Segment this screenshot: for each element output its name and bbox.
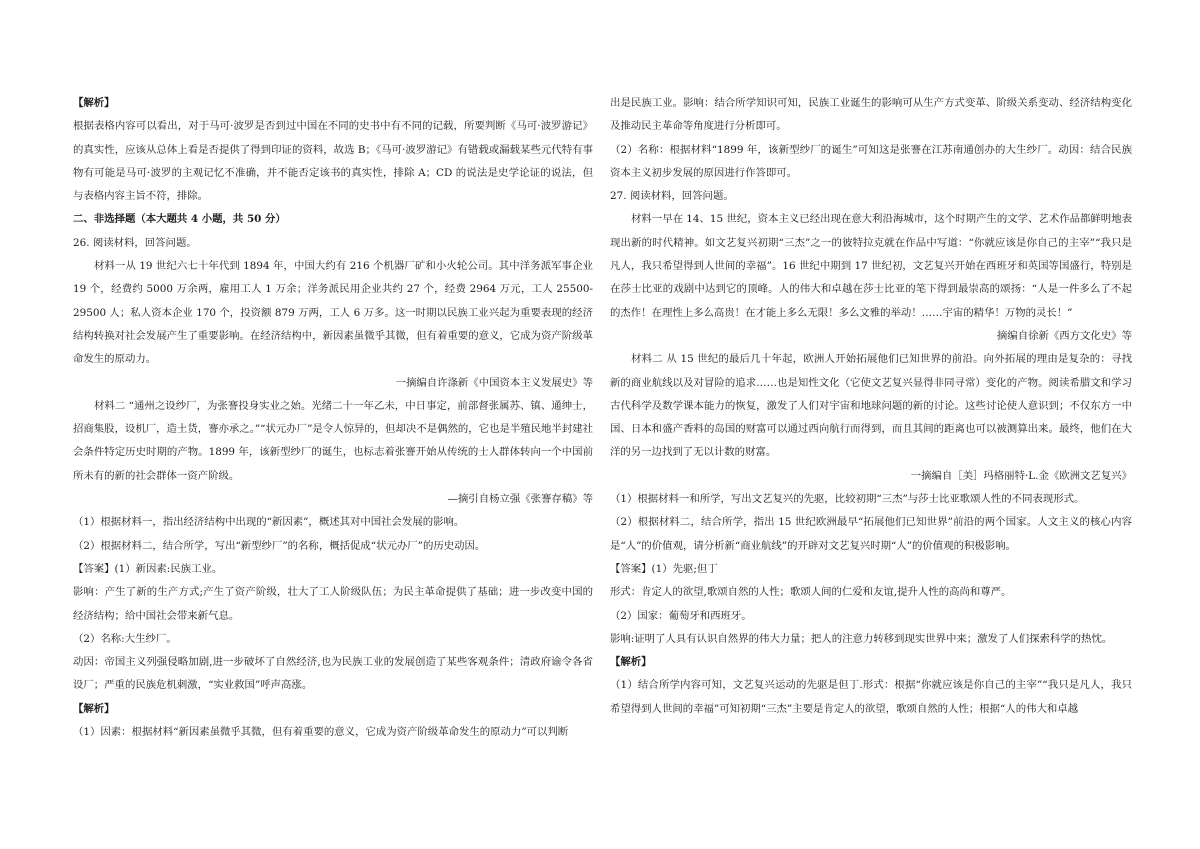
material-paragraph: 材料一早在 14、15 世纪，资本主义已经出现在意大利沿海城市，这个时期产生的文学、艺术作品都鲜明地表现出新的时代精神。如文艺复兴初期“三杰”之一的彼特拉克就在作品中写道：“你就应该是你自己的主宰”“我只是凡人，我只希望得到人世间的幸福”。16 世纪中期到 17 世纪初，文艺复兴开始在西班牙和英国等国盛行，特别是在莎士比亚的戏剧中达到它的顶峰。人的伟大和卓越在莎士比亚的笔下得到最崇高的颂扬：“人是一件多么了不起的杰作！在理性上多么高贵！在才能上多么无限！多么文雅的举动！……宇宙的精华！万物的灵长！” (610, 213, 1132, 319)
analysis-paragraph: （1）结合所学内容可知，文艺复兴运动的先驱是但丁.形式：根据“你就应该是你自己的主宰”“我只是凡人，我只希望得到人世间的幸福”可知初期“三杰”主要是肯定人的欲望，歌颂自然的人性；根据“人的伟大和卓越 (610, 679, 1132, 715)
source-citation: —摘引自杨立强《张謇存稿》等 (447, 493, 593, 506)
left-column (73, 92, 593, 744)
answer-paragraph: 【答案】(1）新因素:民族工业。 (73, 562, 223, 575)
heading: 【解析】 (73, 702, 115, 715)
question-item: （1）根据材料一，指出经济结构中出现的“新因素”，概述其对中国社会发展的影响。 (73, 516, 465, 529)
answer-paragraph: （2）国家：葡萄牙和西班牙。 (610, 609, 752, 622)
answer-paragraph: 动因：帝国主义列强侵略加剧,进一步破坏了自然经济,也为民族工业的发展创造了某些客观条件；清政府谕令各省设厂；严重的民族危机刺激，“实业救国”呼声高涨。 (73, 656, 593, 692)
question-number: 27. 阅读材料，回答问题。 (610, 190, 734, 203)
answer-paragraph: 形式：肯定人的欲望,歌颂自然的人性；歌颂人间的仁爱和友谊,提升人性的高尚和尊严。 (610, 586, 1012, 599)
source-citation: 一摘编自［美］玛格丽特·L.金《欧洲文艺复兴》 (910, 469, 1132, 482)
section-heading: 二、非选择题（本大题共 4 小题，共 50 分） (73, 213, 286, 226)
heading: 【解析】 (73, 97, 115, 109)
answer-paragraph: 影响：产生了新的生产方式;产生了资产阶级，壮大了工人阶级队伍；为民主革命提供了基础；进一步改变中国的经济结构；给中国社会带来新气息。 (73, 586, 593, 622)
source-citation: 摘编自徐新《西方文化史》等 (996, 329, 1132, 342)
material-paragraph: 材料二 从 15 世纪的最后几十年起，欧洲人开始拓展他们已知世界的前沿。向外拓展的理由是复杂的：寻找新的商业航线以及对冒险的追求……也是知性文化（它使文艺复兴显得非同寻常）变化的产物。阅读希腊文和学习古代科学及数学课本能力的恢复，激发了人们对宇宙和地球问题的新的讨论。这些讨论使人意识到；不仅东方一中国、日本和盛产香料的岛国的财富可以通过西向航行而得到，而且其间的距离也可以被测算出来。最终，他们在大洋的另一边找到了无以计数的财富。 (610, 353, 1132, 459)
question-item: （1）根据材料一和所学，写出文艺复兴的先驱，比较初期“三杰”与莎士比亚歌颂人性的不同表现形式。 (610, 493, 1085, 506)
answer-paragraph: （2）名称:大生纱厂。 (73, 632, 177, 645)
answer-paragraph: 【答案】(1）先驱;但丁 (610, 562, 718, 575)
question-number: 26. 阅读材料，回答问题。 (73, 236, 197, 249)
analysis-paragraph: （1）因素：根据材料“新因素虽微乎其微，但有着重要的意义，它成为资产阶级革命发生的原动力”可以判断 (73, 726, 569, 739)
analysis-paragraph: 出是民族工业。影响：结合所学知识可知，民族工业诞生的影响可从生产方式变革、阶级关系变动、经济结构变化及推动民主革命等角度进行分析即可。 (610, 97, 1132, 133)
source-citation: 一摘编自许涤新《中国资本主义发展史》等 (395, 376, 593, 389)
question-item: （2）根据材料二，结合所学，指出 15 世纪欧洲最早“拓展他们已知世界”前沿的两个国家。人文主义的核心内容是“人”的价值观，请分析新“商业航线”的开辟对文艺复兴时期“人”的价值观的积极影响。 (610, 516, 1132, 552)
paragraph: 根据表格内容可以看出，对于马可·波罗是否到过中国在不同的史书中有不同的记载，所要判断《马可·波罗游记》的真实性，应该从总体上看是否提供了得到印证的资料，故选 B；《马可·波罗游记》有错载或漏载某些元代特有事物有可能是马可·波罗的主观记忆不准确，并不能否定该书的真实性，排除 A；CD 的说法是史学论证的说法，但与表格内容主旨不符，排除。 (73, 120, 593, 203)
heading: 【解析】 (610, 656, 652, 669)
material-paragraph: 材料一从 19 世纪六七十年代到 1894 年，中国大约有 216 个机器厂矿和小火轮公司。其中洋务派军事企业 19 个，经费约 5000 万余两，雇用工人 1 万余；洋务派民用企业共约 27 个，经费 2964 万元，工人 25500-29500 人；私人资本企业 170 个，投资额 879 万两，工人 6 万多。这一时期以民族工业兴起为重要表现的经济结构转换对社会发展产生了重要影响。在经济结构中，新因素虽微乎其微，但有着重要的意义，它成为资产阶级革命发生的原动力。 (73, 260, 593, 366)
analysis-paragraph: （2）名称：根据材料“1899 年，该新型纱厂的诞生”可知这是张謇在江苏南通创办的大生纱厂。动因：结合民族资本主义初步发展的原因进行作答即可。 (610, 143, 1132, 179)
right-column (610, 92, 1132, 721)
question-item: （2）根据材料二，结合所学，写出“新型纱厂”的名称，概括促成“状元办厂”的历史动因。 (73, 539, 486, 552)
answer-paragraph: 影响:证明了人具有认识自然界的伟大力量；把人的注意力转移到现实世界中来；激发了人们探索科学的热忱。 (610, 632, 1113, 645)
material-paragraph: 材料二 “通州之设纱厂，为张謇投身实业之始。光绪二十一年乙未，中日事定，前部督张属苏、镇、通绅士，招商集股，设机厂，造土货，謇亦承之。”“状元办厂”是令人惊异的，但却决不是偶然的，它也是半殖民地半封建社会条件特定历史时期的产物。1899 年，该新型纱厂的诞生，也标志着张謇开始从传统的士人群体转向一个中国前所未有的新的社会群体一资产阶级。 (73, 399, 593, 482)
